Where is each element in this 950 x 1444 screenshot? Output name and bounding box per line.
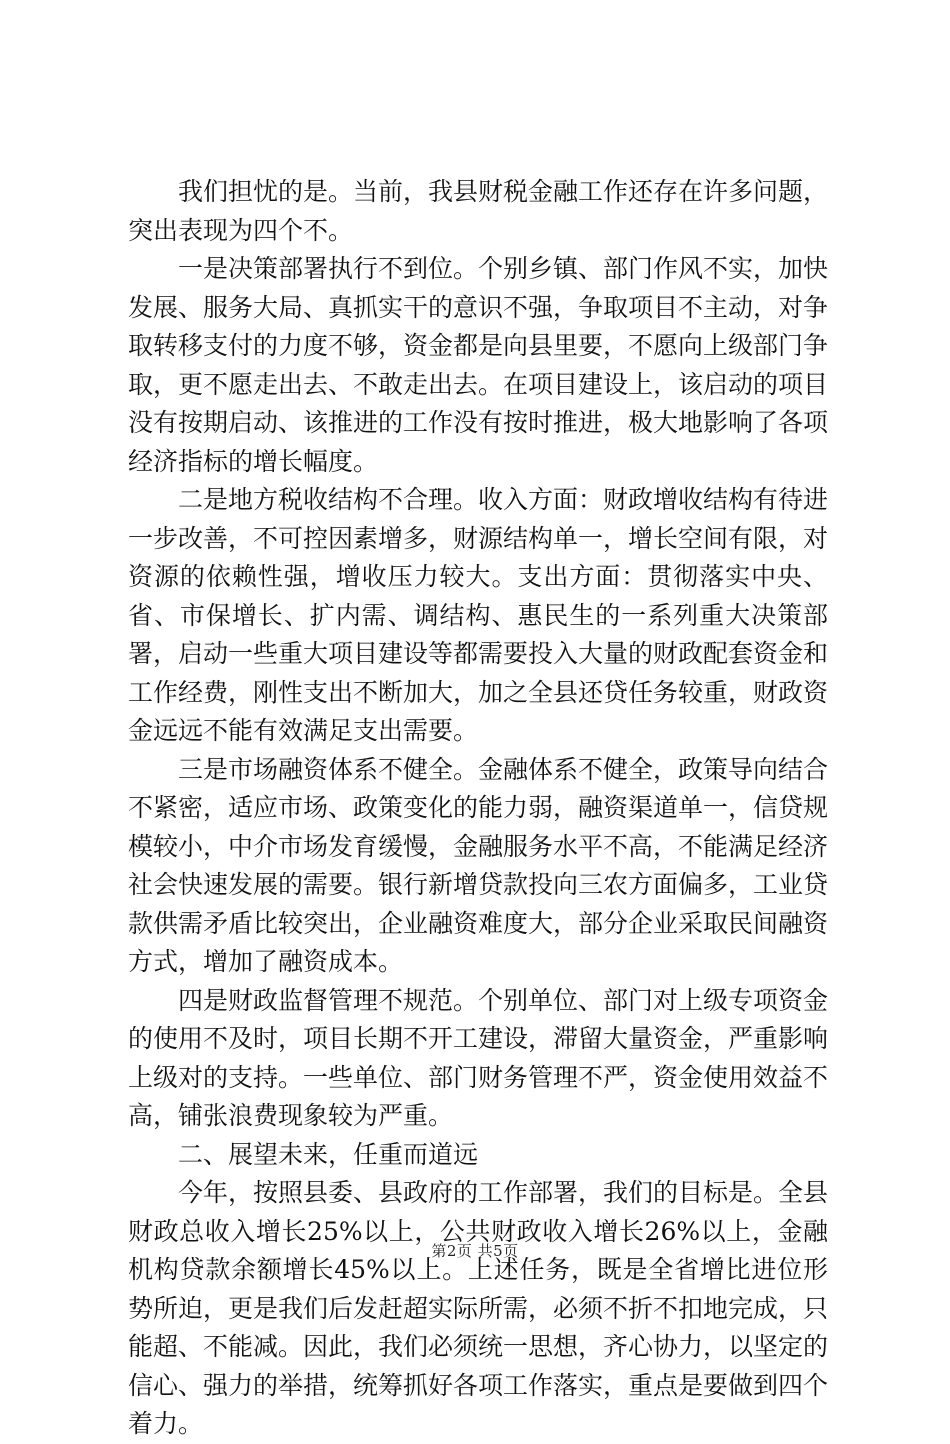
paragraph-concerns-intro: 我们担忧的是。当前，我县财税金融工作还存在许多问题，突出表现为四个不。	[128, 177, 829, 245]
page-number-footer: 第2页 共5页	[431, 1242, 519, 1260]
section-heading-outlook: 二、展望未来，任重而道远	[178, 1139, 479, 1169]
paragraph-tax-structure: 二是地方税收结构不合理。收入方面：财政增收结构有待进一步改善，不可控因素增多，财源结构单一，增长空间有限，对资源的依赖性强，增收压力较大。支出方面：贯彻落实中央、省、市保增长、扩内需、调结构、惠民生的一系列重大决策部署，启动一些重大项目建设等都需要投入大量的财政配套资金和工作经费，刚性支出不断加大，加之全县还贷任务较重，财政资金远远不能有效满足支出需要。	[128, 485, 829, 745]
paragraph-financing-system: 三是市场融资体系不健全。金融体系不健全，政策导向结合不紧密，适应市场、政策变化的能力弱，融资渠道单一，信贷规模较小，中介市场发育缓慢，金融服务水平不高，不能满足经济社会快速发展的需要。银行新增贷款投向三农方面偏多，工业贷款供需矛盾比较突出，企业融资难度大，部分企业采取民间融资方式，增加了融资成本。	[128, 754, 829, 976]
paragraph-annual-targets: 今年，按照县委、县政府的工作部署，我们的目标是。全县财政总收入增长25%以上，公共财政收入增长26%以上，金融机构贷款余额增长45%以上。上述任务，既是全省增比进位形势所迫，更是我们后发赶超实际所需，必须不折不扣地完成，只能超、不能减。因此，我们必须统一思想，齐心协力，以坚定的信心、强力的举措，统筹抓好各项工作落实，重点是要做到四个着力。	[128, 1178, 829, 1438]
paragraph-fiscal-supervision: 四是财政监督管理不规范。个别单位、部门对上级专项资金的使用不及时，项目长期不开工建设，滞留大量资金，严重影响上级对的支持。一些单位、部门财务管理不严，资金使用效益不高，铺张浪费现象较为严重。	[128, 985, 829, 1130]
paragraph-decision-execution: 一是决策部署执行不到位。个别乡镇、部门作风不实，加快发展、服务大局、真抓实干的意识不强，争取项目不主动，对争取转移支付的力度不够，资金都是向县里要，不愿向上级部门争取，更不愿走出去、不敢走出去。在项目建设上，该启动的项目没有按期启动、该推进的工作没有按时推进，极大地影响了各项经济指标的增长幅度。	[128, 254, 829, 476]
